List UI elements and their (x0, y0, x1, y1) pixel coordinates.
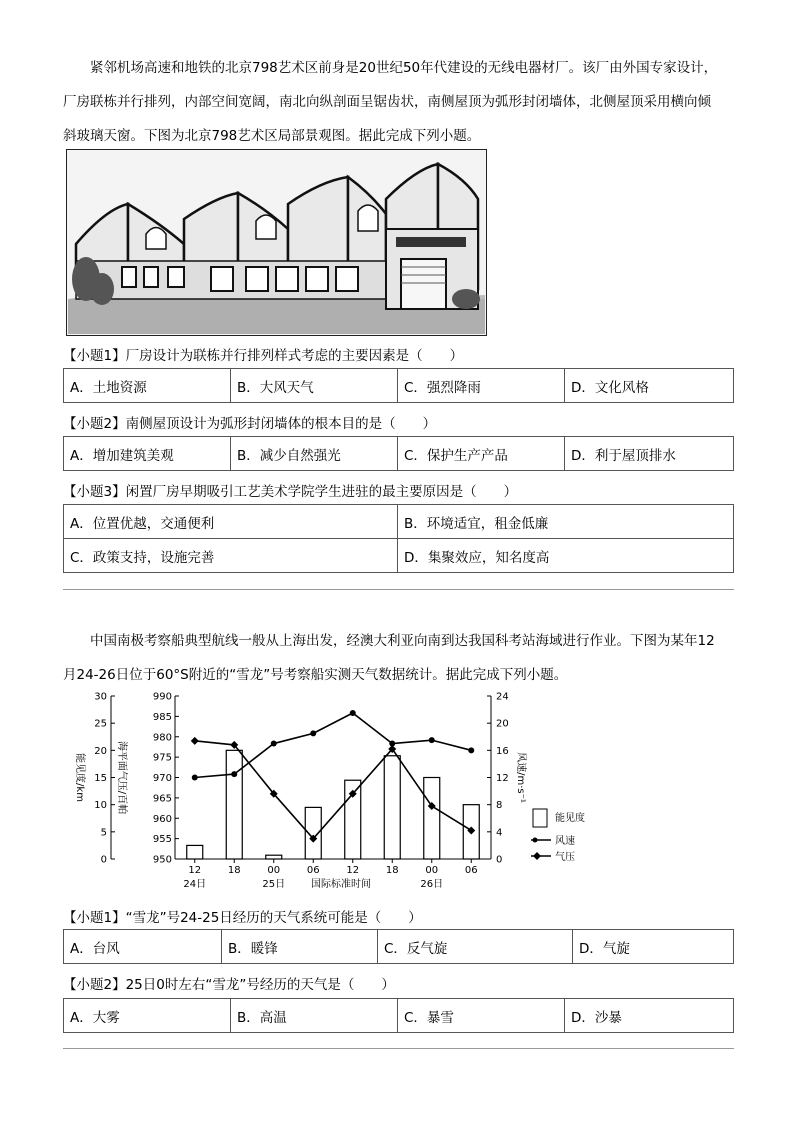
s1-q3-option-d[interactable]: D．集聚效应，知名度高 (398, 539, 734, 573)
legend-wind-label: 风速 (555, 836, 575, 847)
pressure-tick-label: 990 (152, 691, 172, 703)
section-divider-2 (63, 1048, 734, 1049)
wind-tick-label: 12 (496, 773, 509, 784)
s1-q1-option-b[interactable]: B．大风天气 (231, 369, 398, 403)
s1-q2-option-c[interactable]: C．保护生产产品 (398, 437, 565, 471)
s1-q2-option-d[interactable]: D．利于屋顶排水 (565, 437, 734, 471)
s2-q2-stem: 【小题2】25日0时左右“雪龙”号经历的天气是（ ） (63, 977, 395, 993)
wind-speed-point (350, 710, 356, 716)
x-axis-title: 国际标准时间 (311, 879, 371, 890)
wind-speed-point (468, 747, 474, 753)
legend-wind-marker (533, 838, 538, 843)
s1-q3-option-c[interactable]: C．政策支持，设施完善 (64, 539, 398, 573)
pressure-axis-label: 海平面气压/百帕 (116, 740, 127, 815)
s1-q1-options (63, 368, 734, 403)
visibility-tick-label: 15 (94, 773, 107, 784)
s2-q1-option-d[interactable]: D．气旋 (573, 930, 734, 964)
s2-q1-stem: 【小题1】“雪龙”号24-25日经历的天气系统可能是（ ） (63, 910, 422, 926)
s1-q3-stem: 【小题3】闲置厂房早期吸引工艺美术学院学生进驻的最主要原因是（ ） (63, 484, 518, 500)
pressure-tick-label: 955 (152, 834, 172, 846)
s2-intro-line-1: 中国南极考察船典型航线一般从上海出发，经澳大利亚向南到达我国科考站海域进行作业。下图为某年12 (90, 633, 715, 649)
wind-tick-label: 24 (496, 691, 509, 703)
intro-line-2: 厂房联栋并行排列，内部空间宽阔，南北向纵剖面呈锯齿状，南侧屋顶为弧形封闭墙体，北侧屋顶采用横向倾 (63, 94, 711, 110)
wind-speed-point (271, 741, 277, 747)
s2-q1-option-a[interactable]: A．台风 (64, 930, 222, 964)
pressure-tick-label: 965 (152, 793, 172, 805)
s2-q1-option-b[interactable]: B．暖锋 (222, 930, 378, 964)
wind-speed-point (310, 730, 316, 736)
visibility-tick-label: 10 (94, 800, 107, 812)
x-tick-label: 18 (385, 865, 399, 876)
legend-visibility-label: 能见度 (555, 813, 585, 824)
s2-q2-option-c[interactable]: C．暴雪 (398, 999, 565, 1033)
x-day-label: 24日 (183, 879, 207, 890)
wind-speed-point (192, 775, 198, 781)
x-tick-label: 12 (188, 865, 202, 876)
s1-q1-option-d[interactable]: D．文化风格 (565, 369, 734, 403)
pressure-point (191, 737, 199, 745)
x-tick-label: 06 (306, 865, 320, 876)
visibility-axis-label: 能见度/km (74, 753, 85, 802)
s2-q1-options (63, 929, 734, 964)
x-tick-label: 18 (227, 865, 241, 876)
s1-q3-options (63, 504, 734, 573)
wind-tick-label: 4 (496, 827, 503, 839)
visibility-bar (266, 855, 282, 859)
s2-q1-option-c[interactable]: C．反气旋 (378, 930, 573, 964)
x-day-label: 26日 (420, 879, 444, 890)
pressure-tick-label: 950 (152, 854, 172, 866)
section2-intro (63, 624, 735, 692)
s1-q1-option-c[interactable]: C．强烈降雨 (398, 369, 565, 403)
s1-q2-option-a[interactable]: A．增加建筑美观 (64, 437, 231, 471)
legend-pressure-label: 气压 (555, 852, 575, 863)
section-divider-1 (63, 589, 734, 590)
s1-q3-option-a[interactable]: A．位置优越，交通便利 (64, 505, 398, 539)
pressure-tick-label: 980 (152, 732, 172, 744)
wind-axis-label: 风速/m·s⁻¹ (515, 752, 526, 803)
section1-intro (63, 51, 735, 153)
visibility-bar (384, 756, 400, 859)
s1-q2-options (63, 436, 734, 471)
visibility-tick-label: 0 (100, 854, 107, 866)
x-tick-label: 00 (267, 865, 281, 876)
pressure-tick-label: 960 (152, 813, 172, 825)
x-tick-label: 12 (346, 865, 360, 876)
wind-speed-point (429, 737, 435, 743)
legend-bar-swatch (533, 809, 547, 827)
s2-q2-option-b[interactable]: B．高温 (231, 999, 398, 1033)
x-tick-label: 06 (464, 865, 478, 876)
visibility-bar (424, 778, 440, 860)
wind-speed-point (231, 771, 237, 777)
s2-q2-option-d[interactable]: D．沙暴 (565, 999, 734, 1033)
visibility-bar (226, 750, 242, 859)
weather-chart (63, 688, 623, 904)
pressure-tick-label: 970 (152, 773, 172, 784)
s1-q1-stem: 【小题1】厂房设计为联栋并行排列样式考虑的主要因素是（ ） (63, 348, 464, 364)
s1-q2-stem: 【小题2】南侧屋顶设计为弧形封闭墙体的根本目的是（ ） (63, 416, 437, 432)
factory-sketch-image (66, 149, 487, 336)
s1-q2-option-b[interactable]: B．减少自然强光 (231, 437, 398, 471)
s1-q1-option-a[interactable]: A．土地资源 (64, 369, 231, 403)
wind-tick-label: 20 (496, 718, 509, 730)
x-day-label: 25日 (262, 879, 286, 890)
s1-q3-option-b[interactable]: B．环境适宜，租金低廉 (398, 505, 734, 539)
intro-line-3: 斜玻璃天窗。下图为北京798艺术区局部景观图。据此完成下列小题。 (63, 128, 481, 144)
s2-q2-options (63, 998, 734, 1033)
visibility-tick-label: 30 (94, 691, 107, 703)
wind-tick-label: 0 (496, 854, 503, 866)
pressure-tick-label: 975 (152, 752, 172, 764)
visibility-tick-label: 25 (94, 718, 107, 730)
intro-line-1: 紧邻机场高速和地铁的北京798艺术区前身是20世纪50年代建设的无线电器材厂。该厂由外国专家设计， (90, 60, 718, 76)
x-tick-label: 00 (425, 865, 439, 876)
visibility-bar (187, 845, 203, 859)
weather-chart-svg (63, 688, 623, 900)
s2-intro-line-2: 月24-26日位于60°S附近的“雪龙”号考察船实测天气数据统计。据此完成下列小题。 (63, 667, 568, 683)
wind-tick-label: 16 (496, 745, 509, 757)
s2-q2-option-a[interactable]: A．大雾 (64, 999, 231, 1033)
pressure-tick-label: 985 (152, 711, 172, 723)
visibility-tick-label: 5 (100, 827, 107, 839)
visibility-tick-label: 20 (94, 745, 107, 757)
legend-pressure-marker (533, 852, 541, 860)
wind-tick-label: 8 (496, 800, 503, 812)
